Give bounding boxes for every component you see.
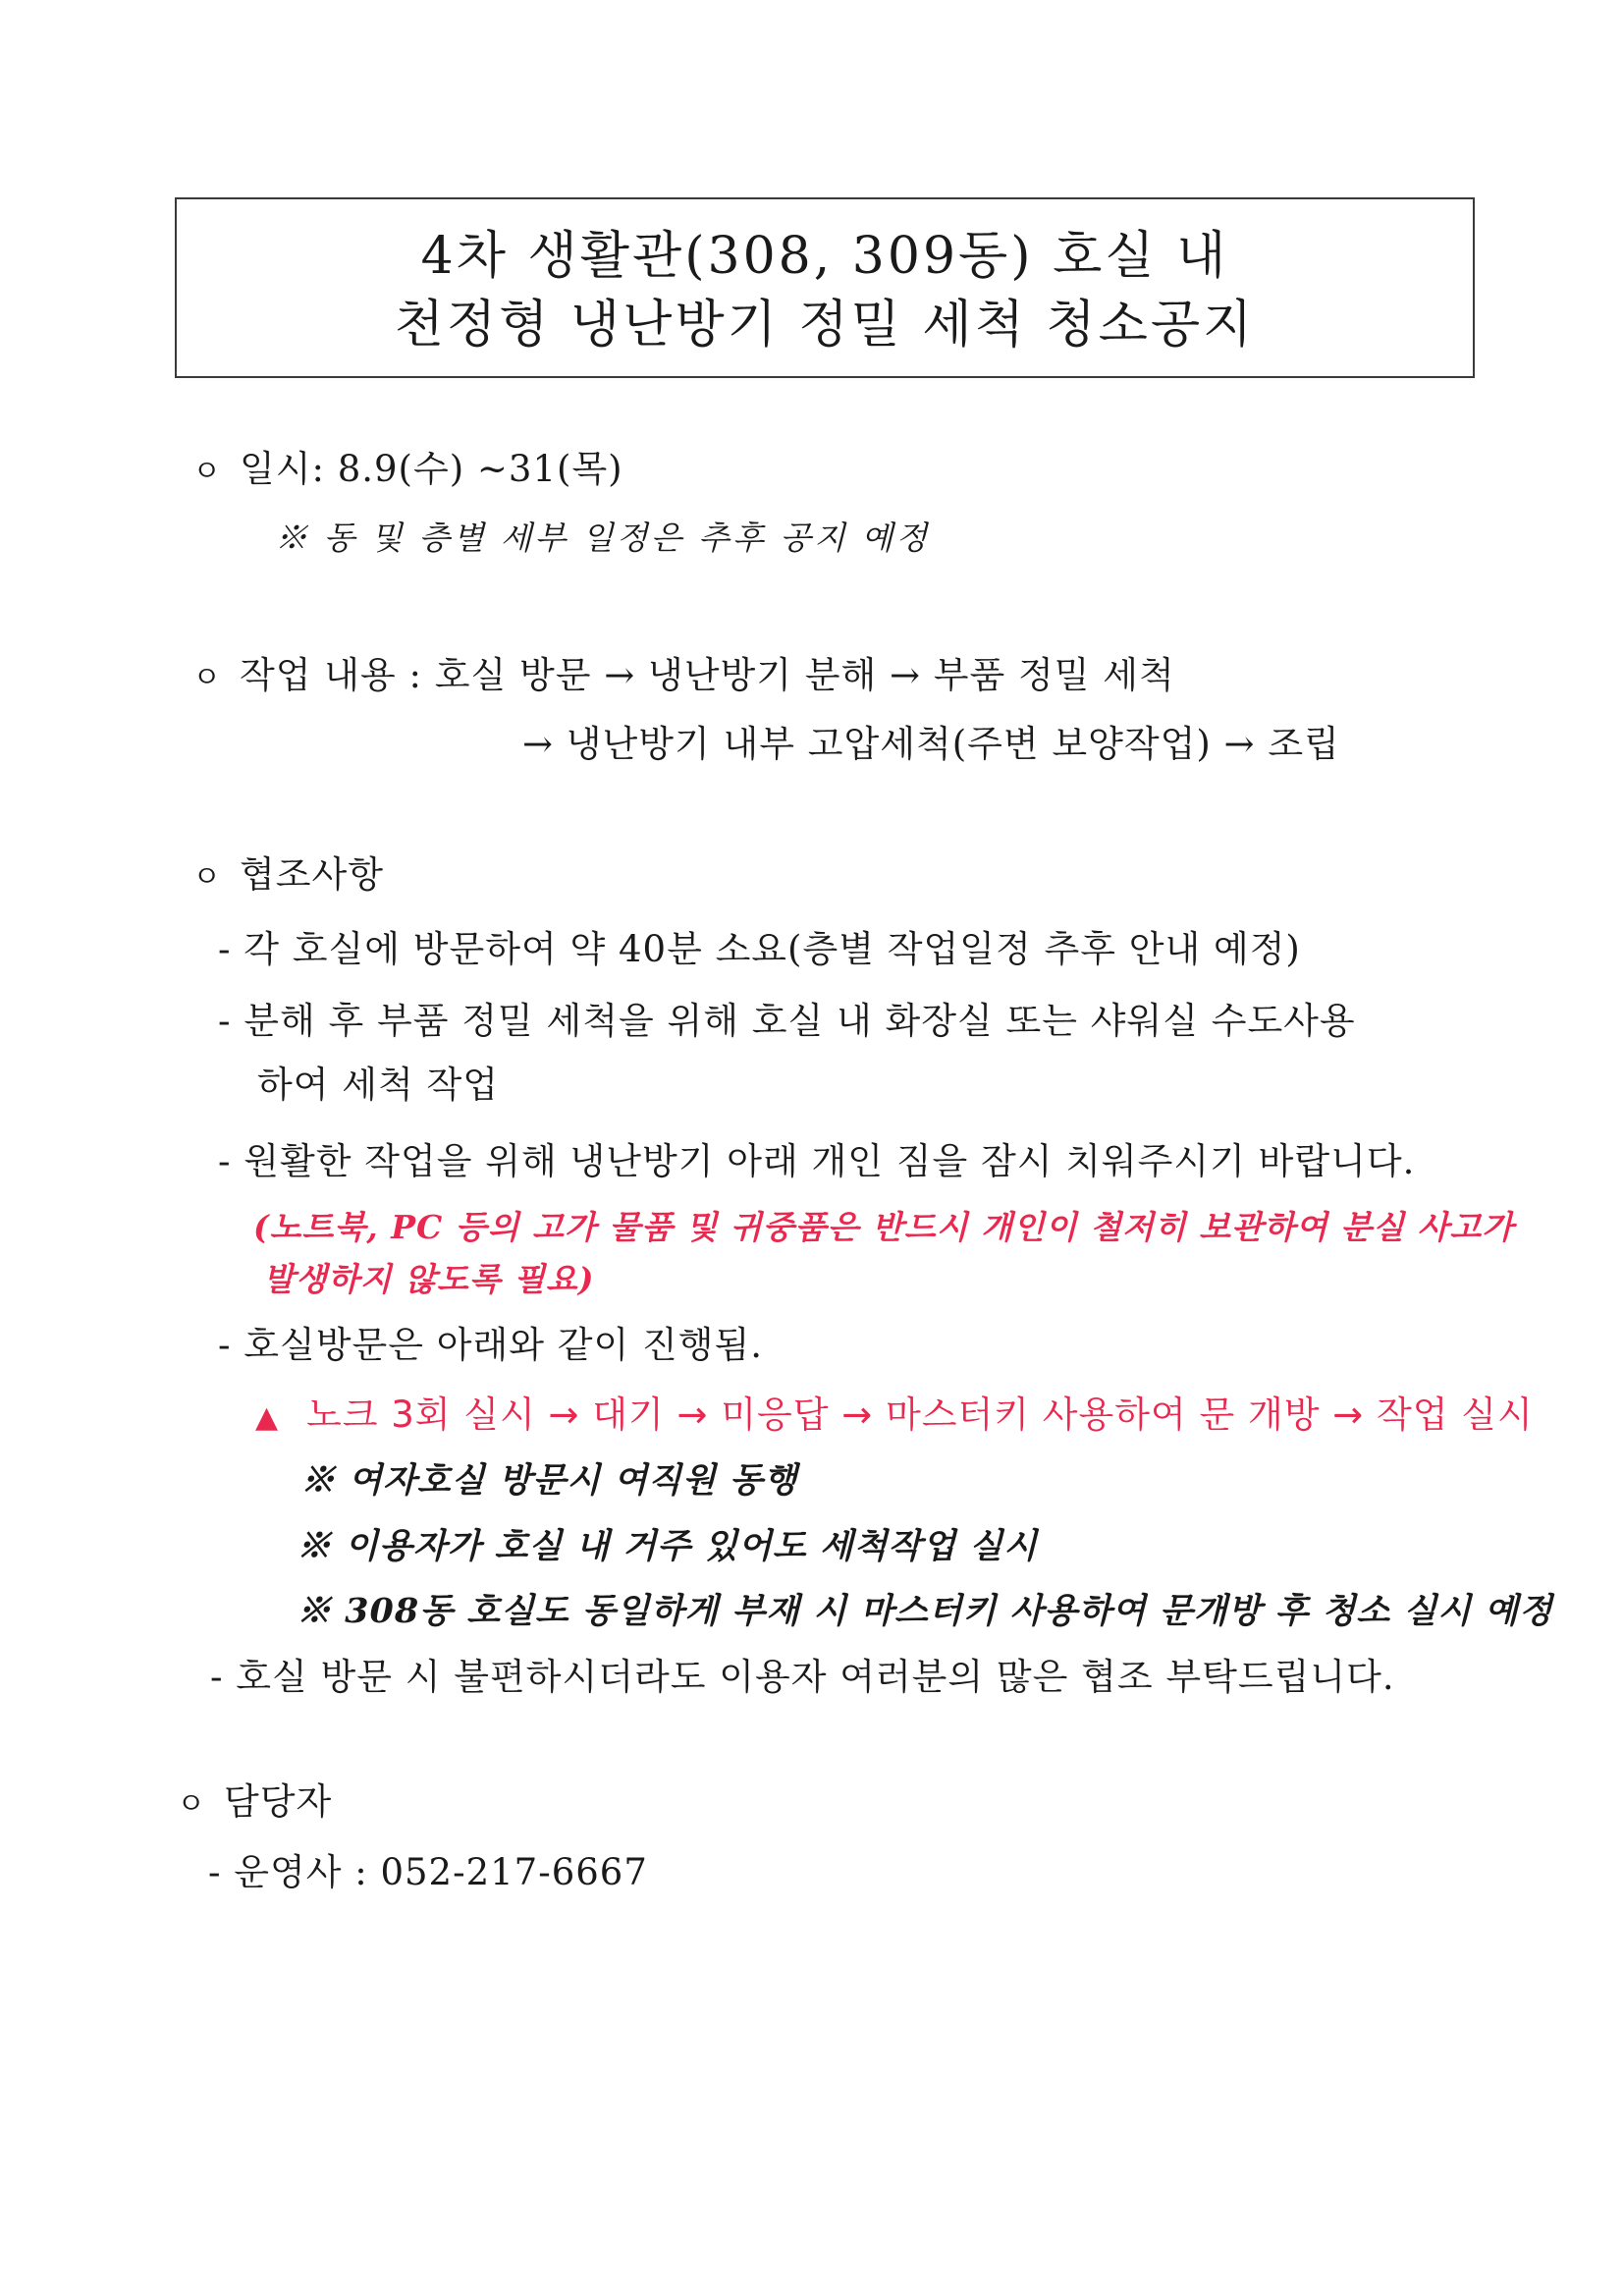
process-note-2: ※ 이용자가 호실 내 거주 있어도 세척작업 실시 xyxy=(297,1526,1038,1566)
process-text: 노크 3회 실시 → 대기 → 미응답 → 마스터키 사용하여 문 개방 → 작업 실시 xyxy=(306,1394,1534,1436)
process-note-1: ※ 여자호실 방문시 여직원 동행 xyxy=(300,1460,798,1501)
cooperation-bullet: ㅇ xyxy=(192,860,222,895)
schedule-text: 일시: 8.9(수) ~31(목) xyxy=(240,448,623,490)
contact-heading-row xyxy=(177,1779,332,1828)
triangle-icon: ▲ xyxy=(255,1400,280,1435)
schedule-bullet: ㅇ xyxy=(192,455,222,489)
cooperation-item-2-line-2: 하여 세척 작업 xyxy=(257,1064,499,1106)
title-line-2: 천정형 냉난방기 정밀 세척 청소공지 xyxy=(394,296,1256,355)
cooperation-heading-row xyxy=(192,852,384,901)
cooperation-item-1: - 각 호실에 방문하여 약 40분 소요(층별 작업일정 추후 안내 예정) xyxy=(218,928,1301,970)
work-row-1 xyxy=(192,653,1175,701)
contact-heading: 담당자 xyxy=(224,1780,333,1823)
work-line-2: → 냉난방기 내부 고압세척(주변 보양작업) → 조립 xyxy=(522,723,1340,765)
contact-line: - 운영사 : 052-217-6667 xyxy=(208,1851,648,1893)
cooperation-heading: 협조사항 xyxy=(240,853,384,896)
cooperation-item-3: - 원활한 작업을 위해 냉난방기 아래 개인 짐을 잠시 치워주시기 바랍니다. xyxy=(218,1140,1416,1182)
title-box xyxy=(175,197,1475,378)
process-row xyxy=(255,1393,1534,1441)
cooperation-item-2-line-1: - 분해 후 부품 정밀 세척을 위해 호실 내 화장실 또는 샤워실 수도사용 xyxy=(218,1000,1356,1042)
schedule-row xyxy=(192,447,623,495)
work-line-1: 작업 내용 : 호실 방문 → 냉난방기 분해 → 부품 정밀 세척 xyxy=(240,654,1175,696)
schedule-note: ※ 동 및 층별 세부 일정은 추후 공지 예정 xyxy=(275,519,931,557)
cooperation-item-5: - 호실 방문 시 불편하시더라도 이용자 여러분의 많은 협조 부탁드립니다. xyxy=(210,1656,1395,1698)
title-line-1: 4차 생활관(308, 309동) 호실 내 xyxy=(420,227,1229,286)
cooperation-item-3-note-line-2: 발생하지 않도록 필요) xyxy=(263,1260,595,1298)
process-note-3: ※ 308동 호실도 동일하게 부재 시 마스터키 사용하여 문개방 후 청소 실시 예정 xyxy=(297,1591,1553,1631)
work-bullet: ㅇ xyxy=(192,661,222,695)
contact-bullet: ㅇ xyxy=(177,1787,206,1822)
cooperation-item-3-note-line-1: (노트북, PC 등의 고가 물품 및 귀중품은 반드시 개인이 철저히 보관하여 분실 사고가 xyxy=(253,1208,1515,1246)
cooperation-item-4: - 호실방문은 아래와 같이 진행됨. xyxy=(218,1324,763,1366)
